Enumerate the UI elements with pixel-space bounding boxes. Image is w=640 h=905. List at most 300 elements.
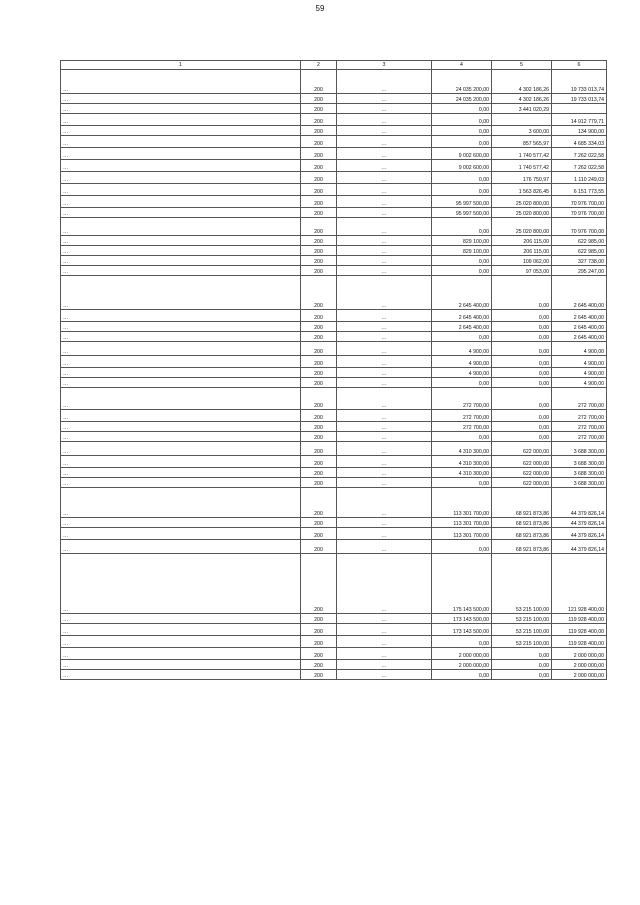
row-amount-cell: 327 738,00 xyxy=(552,256,607,266)
row-amount-cell: 829 100,00 xyxy=(432,236,492,246)
table-row xyxy=(61,442,607,456)
row-name-cell: … xyxy=(61,554,301,614)
row-kbk-cell: … xyxy=(337,148,432,160)
row-name-cell: … xyxy=(61,218,301,236)
row-kbk-cell: … xyxy=(337,528,432,540)
table-row xyxy=(61,488,607,518)
row-amount-cell: 119 928 400,00 xyxy=(552,614,607,624)
row-amount-cell: 1 740 577,42 xyxy=(492,160,552,172)
row-code-cell: 200 xyxy=(301,636,337,648)
row-code-cell: 200 xyxy=(301,114,337,126)
row-amount-cell: 9 002 600,00 xyxy=(432,160,492,172)
row-amount-cell: 68 921 873,86 xyxy=(492,518,552,528)
row-name-cell: … xyxy=(61,104,301,114)
table-row xyxy=(61,208,607,218)
row-amount-cell: 0,00 xyxy=(432,332,492,342)
table-row xyxy=(61,378,607,388)
row-kbk-cell: … xyxy=(337,518,432,528)
row-amount-cell: 44 379 826,14 xyxy=(552,488,607,518)
table-row xyxy=(61,636,607,648)
table-row xyxy=(61,266,607,276)
row-amount-cell: 3 688 300,00 xyxy=(552,442,607,456)
row-code-cell: 200 xyxy=(301,70,337,94)
row-amount-cell: 0,00 xyxy=(432,218,492,236)
row-name-cell: … xyxy=(61,442,301,456)
table-row xyxy=(61,276,607,310)
row-amount-cell: 68 921 873,86 xyxy=(492,528,552,540)
row-code-cell: 200 xyxy=(301,184,337,196)
row-code-cell: 200 xyxy=(301,670,337,680)
table-row xyxy=(61,614,607,624)
row-kbk-cell: … xyxy=(337,614,432,624)
row-code-cell: 200 xyxy=(301,488,337,518)
row-amount-cell: 173 143 500,00 xyxy=(432,624,492,636)
row-amount-cell: 0,00 xyxy=(432,266,492,276)
row-amount-cell: 3 688 300,00 xyxy=(552,478,607,488)
table-row xyxy=(61,126,607,136)
row-amount-cell: 2 645 400,00 xyxy=(552,332,607,342)
row-code-cell: 200 xyxy=(301,410,337,422)
row-kbk-cell: … xyxy=(337,196,432,208)
row-kbk-cell: … xyxy=(337,136,432,148)
table-row xyxy=(61,648,607,660)
table-row xyxy=(61,432,607,442)
row-amount-cell: 272 700,00 xyxy=(552,410,607,422)
row-name-cell: … xyxy=(61,388,301,410)
page-number: 59 xyxy=(315,4,325,13)
table-row xyxy=(61,256,607,266)
row-amount-cell: 0,00 xyxy=(492,322,552,332)
row-amount-cell: 829 100,00 xyxy=(432,246,492,256)
row-amount-cell: 857 565,97 xyxy=(492,136,552,148)
row-code-cell: 200 xyxy=(301,388,337,410)
column-header: 1 xyxy=(61,61,301,70)
column-header: 6 xyxy=(552,61,607,70)
table-row xyxy=(61,196,607,208)
row-amount-cell: 0,00 xyxy=(492,332,552,342)
row-code-cell: 200 xyxy=(301,218,337,236)
row-name-cell: … xyxy=(61,114,301,126)
row-amount-cell: 622 000,00 xyxy=(492,478,552,488)
budget-table xyxy=(60,60,607,680)
row-amount-cell: 272 700,00 xyxy=(552,422,607,432)
row-code-cell: 200 xyxy=(301,540,337,554)
table-row xyxy=(61,468,607,478)
row-amount-cell: 272 700,00 xyxy=(432,422,492,432)
row-kbk-cell: … xyxy=(337,378,432,388)
row-amount-cell: 272 700,00 xyxy=(432,410,492,422)
row-amount-cell: 68 921 873,86 xyxy=(492,488,552,518)
row-code-cell: 200 xyxy=(301,196,337,208)
row-code-cell: 200 xyxy=(301,246,337,256)
row-name-cell: … xyxy=(61,488,301,518)
row-amount-cell: 4 900,00 xyxy=(552,378,607,388)
row-amount-cell: 14 912 779,71 xyxy=(552,114,607,126)
row-amount-cell: 0,00 xyxy=(492,356,552,368)
row-name-cell: … xyxy=(61,256,301,266)
table-row xyxy=(61,246,607,256)
table-row xyxy=(61,310,607,322)
row-name-cell: … xyxy=(61,422,301,432)
row-name-cell: … xyxy=(61,624,301,636)
row-amount-cell: 3 441 020,29 xyxy=(492,104,552,114)
row-amount-cell: 44 379 826,14 xyxy=(552,540,607,554)
row-code-cell: 200 xyxy=(301,378,337,388)
row-kbk-cell: … xyxy=(337,432,432,442)
row-amount-cell: 1 563 826,45 xyxy=(492,184,552,196)
row-amount-cell: 4 310 300,00 xyxy=(432,456,492,468)
row-kbk-cell: … xyxy=(337,236,432,246)
row-amount-cell: 1 740 577,42 xyxy=(492,148,552,160)
row-code-cell: 200 xyxy=(301,172,337,184)
row-amount-cell: 0,00 xyxy=(432,636,492,648)
row-kbk-cell: … xyxy=(337,660,432,670)
row-code-cell: 200 xyxy=(301,148,337,160)
row-amount-cell: 0,00 xyxy=(432,432,492,442)
row-amount-cell: 175 143 500,00 xyxy=(432,554,492,614)
table-row xyxy=(61,136,607,148)
row-amount-cell: 0,00 xyxy=(492,310,552,322)
column-header: 5 xyxy=(492,61,552,70)
row-code-cell: 200 xyxy=(301,356,337,368)
row-name-cell: … xyxy=(61,246,301,256)
row-amount-cell: 0,00 xyxy=(432,478,492,488)
row-amount-cell: 622 985,00 xyxy=(552,236,607,246)
row-amount-cell: 134 900,00 xyxy=(552,126,607,136)
table-row xyxy=(61,410,607,422)
row-name-cell: … xyxy=(61,196,301,208)
row-kbk-cell: … xyxy=(337,114,432,126)
row-kbk-cell: … xyxy=(337,256,432,266)
row-amount-cell: 4 900,00 xyxy=(552,368,607,378)
row-name-cell: … xyxy=(61,648,301,660)
row-code-cell: 200 xyxy=(301,554,337,614)
row-code-cell: 200 xyxy=(301,624,337,636)
row-amount-cell: 0,00 xyxy=(432,540,492,554)
table-row xyxy=(61,528,607,540)
row-kbk-cell: … xyxy=(337,94,432,104)
row-amount-cell: 24 035 200,00 xyxy=(432,70,492,94)
row-amount-cell: 622 000,00 xyxy=(492,456,552,468)
row-code-cell: 200 xyxy=(301,660,337,670)
row-name-cell: … xyxy=(61,342,301,356)
row-amount-cell: 0,00 xyxy=(492,368,552,378)
row-code-cell: 200 xyxy=(301,322,337,332)
row-amount-cell: 121 928 400,00 xyxy=(552,554,607,614)
row-code-cell: 200 xyxy=(301,126,337,136)
row-amount-cell: 0,00 xyxy=(432,184,492,196)
row-amount-cell: 206 115,00 xyxy=(492,236,552,246)
table-row xyxy=(61,624,607,636)
row-amount-cell: 0,00 xyxy=(492,648,552,660)
row-name-cell: … xyxy=(61,172,301,184)
row-code-cell: 200 xyxy=(301,208,337,218)
row-amount-cell: 7 262 022,58 xyxy=(552,160,607,172)
row-name-cell: … xyxy=(61,670,301,680)
row-kbk-cell: … xyxy=(337,624,432,636)
row-kbk-cell: … xyxy=(337,410,432,422)
row-code-cell: 200 xyxy=(301,342,337,356)
row-name-cell: … xyxy=(61,660,301,670)
row-amount-cell: 19 733 013,74 xyxy=(552,70,607,94)
row-name-cell: … xyxy=(61,540,301,554)
row-amount-cell: 6 151 773,55 xyxy=(552,184,607,196)
row-amount-cell: 70 976 700,00 xyxy=(552,218,607,236)
row-code-cell: 200 xyxy=(301,478,337,488)
table-row xyxy=(61,218,607,236)
row-kbk-cell: … xyxy=(337,266,432,276)
row-amount-cell: 0,00 xyxy=(432,114,492,126)
row-amount-cell: 173 143 500,00 xyxy=(432,614,492,624)
row-kbk-cell: … xyxy=(337,388,432,410)
row-name-cell: … xyxy=(61,410,301,422)
row-amount-cell xyxy=(492,114,552,126)
row-kbk-cell: … xyxy=(337,648,432,660)
row-kbk-cell: … xyxy=(337,172,432,184)
row-amount-cell: 0,00 xyxy=(432,104,492,114)
row-code-cell: 200 xyxy=(301,256,337,266)
row-name-cell: … xyxy=(61,160,301,172)
row-name-cell: … xyxy=(61,136,301,148)
row-amount-cell: 0,00 xyxy=(432,378,492,388)
row-code-cell: 200 xyxy=(301,136,337,148)
row-code-cell: 200 xyxy=(301,236,337,246)
row-kbk-cell: … xyxy=(337,554,432,614)
row-amount-cell: 0,00 xyxy=(432,670,492,680)
row-amount-cell: 53 215 100,00 xyxy=(492,554,552,614)
row-kbk-cell: … xyxy=(337,184,432,196)
row-kbk-cell: … xyxy=(337,540,432,554)
row-amount-cell: 0,00 xyxy=(492,276,552,310)
row-name-cell: … xyxy=(61,184,301,196)
table-row xyxy=(61,478,607,488)
row-kbk-cell: … xyxy=(337,488,432,518)
row-kbk-cell: … xyxy=(337,246,432,256)
row-amount-cell: 0,00 xyxy=(492,388,552,410)
row-amount-cell: 295 247,00 xyxy=(552,266,607,276)
row-amount-cell: 53 215 100,00 xyxy=(492,614,552,624)
row-amount-cell: 2 645 400,00 xyxy=(552,276,607,310)
row-name-cell: … xyxy=(61,636,301,648)
row-amount-cell: 2 000 000,00 xyxy=(552,660,607,670)
row-kbk-cell: … xyxy=(337,218,432,236)
row-kbk-cell: … xyxy=(337,670,432,680)
row-amount-cell: 2 645 400,00 xyxy=(552,310,607,322)
row-amount-cell: 19 733 013,74 xyxy=(552,94,607,104)
table-row xyxy=(61,184,607,196)
row-amount-cell: 109 062,00 xyxy=(492,256,552,266)
row-amount-cell: 0,00 xyxy=(492,378,552,388)
row-amount-cell: 7 262 022,58 xyxy=(552,148,607,160)
row-amount-cell: 68 921 873,86 xyxy=(492,540,552,554)
row-amount-cell: 272 700,00 xyxy=(552,432,607,442)
row-amount-cell: 2 645 400,00 xyxy=(432,322,492,332)
row-amount-cell: 622 000,00 xyxy=(492,442,552,456)
row-amount-cell: 2 000 000,00 xyxy=(432,648,492,660)
row-amount-cell: 4 310 300,00 xyxy=(432,442,492,456)
row-kbk-cell: … xyxy=(337,160,432,172)
column-header: 3 xyxy=(337,61,432,70)
table-row xyxy=(61,322,607,332)
row-kbk-cell: … xyxy=(337,356,432,368)
row-amount-cell: 97 053,00 xyxy=(492,266,552,276)
row-name-cell: … xyxy=(61,368,301,378)
row-kbk-cell: … xyxy=(337,70,432,94)
row-kbk-cell: … xyxy=(337,368,432,378)
row-amount-cell: 2 645 400,00 xyxy=(552,322,607,332)
row-name-cell: … xyxy=(61,236,301,246)
row-name-cell: … xyxy=(61,456,301,468)
row-amount-cell: 0,00 xyxy=(492,432,552,442)
row-amount-cell: 4 900,00 xyxy=(432,356,492,368)
row-amount-cell: 0,00 xyxy=(492,342,552,356)
row-code-cell: 200 xyxy=(301,468,337,478)
row-code-cell: 200 xyxy=(301,442,337,456)
row-amount-cell: 113 301 700,00 xyxy=(432,528,492,540)
row-amount-cell: 272 700,00 xyxy=(552,388,607,410)
row-kbk-cell: … xyxy=(337,456,432,468)
row-code-cell: 200 xyxy=(301,276,337,310)
row-code-cell: 200 xyxy=(301,368,337,378)
table-row xyxy=(61,554,607,614)
row-name-cell: … xyxy=(61,614,301,624)
row-kbk-cell: … xyxy=(337,310,432,322)
row-name-cell: … xyxy=(61,468,301,478)
row-kbk-cell: … xyxy=(337,332,432,342)
row-code-cell: 200 xyxy=(301,94,337,104)
row-name-cell: … xyxy=(61,310,301,322)
row-code-cell: 200 xyxy=(301,104,337,114)
row-amount-cell: 206 115,00 xyxy=(492,246,552,256)
row-amount-cell: 4 900,00 xyxy=(552,356,607,368)
row-amount-cell: 70 976 700,00 xyxy=(552,196,607,208)
row-amount-cell: 113 301 700,00 xyxy=(432,488,492,518)
row-amount-cell: 0,00 xyxy=(492,422,552,432)
table-row xyxy=(61,670,607,680)
row-kbk-cell: … xyxy=(337,422,432,432)
table-row xyxy=(61,540,607,554)
table-row xyxy=(61,148,607,160)
row-kbk-cell: … xyxy=(337,636,432,648)
row-kbk-cell: … xyxy=(337,276,432,310)
table-row xyxy=(61,388,607,410)
row-code-cell: 200 xyxy=(301,528,337,540)
row-amount-cell xyxy=(552,104,607,114)
table-row xyxy=(61,456,607,468)
row-kbk-cell: … xyxy=(337,442,432,456)
row-kbk-cell: … xyxy=(337,322,432,332)
row-code-cell: 200 xyxy=(301,614,337,624)
row-amount-cell: 113 301 700,00 xyxy=(432,518,492,528)
row-amount-cell: 3 688 300,00 xyxy=(552,468,607,478)
row-amount-cell: 3 688 300,00 xyxy=(552,456,607,468)
table-row xyxy=(61,94,607,104)
row-name-cell: … xyxy=(61,276,301,310)
table-row xyxy=(61,332,607,342)
row-amount-cell: 25 020 800,00 xyxy=(492,196,552,208)
row-amount-cell: 53 215 100,00 xyxy=(492,624,552,636)
row-name-cell: … xyxy=(61,478,301,488)
table-row xyxy=(61,172,607,184)
row-code-cell: 200 xyxy=(301,456,337,468)
row-name-cell: … xyxy=(61,70,301,94)
row-amount-cell: 119 928 400,00 xyxy=(552,636,607,648)
row-amount-cell: 70 976 700,00 xyxy=(552,208,607,218)
row-amount-cell: 0,00 xyxy=(432,136,492,148)
row-amount-cell: 25 020 800,00 xyxy=(492,218,552,236)
row-amount-cell: 4 310 300,00 xyxy=(432,468,492,478)
row-name-cell: … xyxy=(61,332,301,342)
row-amount-cell: 0,00 xyxy=(432,256,492,266)
table-row xyxy=(61,160,607,172)
row-amount-cell: 622 000,00 xyxy=(492,468,552,478)
row-name-cell: … xyxy=(61,266,301,276)
row-name-cell: … xyxy=(61,148,301,160)
column-header: 4 xyxy=(432,61,492,70)
row-amount-cell: 44 379 826,14 xyxy=(552,528,607,540)
table-row xyxy=(61,368,607,378)
row-name-cell: … xyxy=(61,356,301,368)
row-amount-cell: 2 645 400,00 xyxy=(432,310,492,322)
row-code-cell: 200 xyxy=(301,518,337,528)
row-code-cell: 200 xyxy=(301,422,337,432)
row-amount-cell: 4 302 186,26 xyxy=(492,94,552,104)
table-row xyxy=(61,518,607,528)
row-amount-cell: 44 379 826,14 xyxy=(552,518,607,528)
row-kbk-cell: … xyxy=(337,126,432,136)
row-amount-cell: 176 750,97 xyxy=(492,172,552,184)
row-name-cell: … xyxy=(61,126,301,136)
row-amount-cell: 4 302 186,26 xyxy=(492,70,552,94)
row-amount-cell: 2 000 000,00 xyxy=(552,648,607,660)
column-header: 2 xyxy=(301,61,337,70)
row-amount-cell: 4 900,00 xyxy=(432,342,492,356)
row-amount-cell: 2 645 400,00 xyxy=(432,276,492,310)
row-amount-cell: 622 985,00 xyxy=(552,246,607,256)
table-header-row xyxy=(61,61,607,70)
row-amount-cell: 0,00 xyxy=(492,660,552,670)
row-amount-cell: 0,00 xyxy=(492,410,552,422)
row-kbk-cell: … xyxy=(337,342,432,356)
table-row xyxy=(61,660,607,670)
table-row xyxy=(61,114,607,126)
row-name-cell: … xyxy=(61,208,301,218)
row-name-cell: … xyxy=(61,322,301,332)
table-row xyxy=(61,236,607,246)
row-kbk-cell: … xyxy=(337,468,432,478)
row-name-cell: … xyxy=(61,94,301,104)
row-amount-cell: 272 700,00 xyxy=(432,388,492,410)
row-code-cell: 200 xyxy=(301,266,337,276)
table-body xyxy=(61,70,607,680)
table-row xyxy=(61,104,607,114)
table-row xyxy=(61,342,607,356)
row-code-cell: 200 xyxy=(301,648,337,660)
row-code-cell: 200 xyxy=(301,160,337,172)
row-amount-cell: 4 900,00 xyxy=(552,342,607,356)
table-row xyxy=(61,422,607,432)
row-kbk-cell: … xyxy=(337,478,432,488)
row-amount-cell: 2 000 000,00 xyxy=(432,660,492,670)
row-amount-cell: 1 110 249,03 xyxy=(552,172,607,184)
row-name-cell: … xyxy=(61,528,301,540)
row-name-cell: … xyxy=(61,518,301,528)
row-amount-cell: 2 000 000,00 xyxy=(552,670,607,680)
table-row xyxy=(61,70,607,94)
row-amount-cell: 3 600,00 xyxy=(492,126,552,136)
row-name-cell: … xyxy=(61,432,301,442)
row-name-cell: … xyxy=(61,378,301,388)
